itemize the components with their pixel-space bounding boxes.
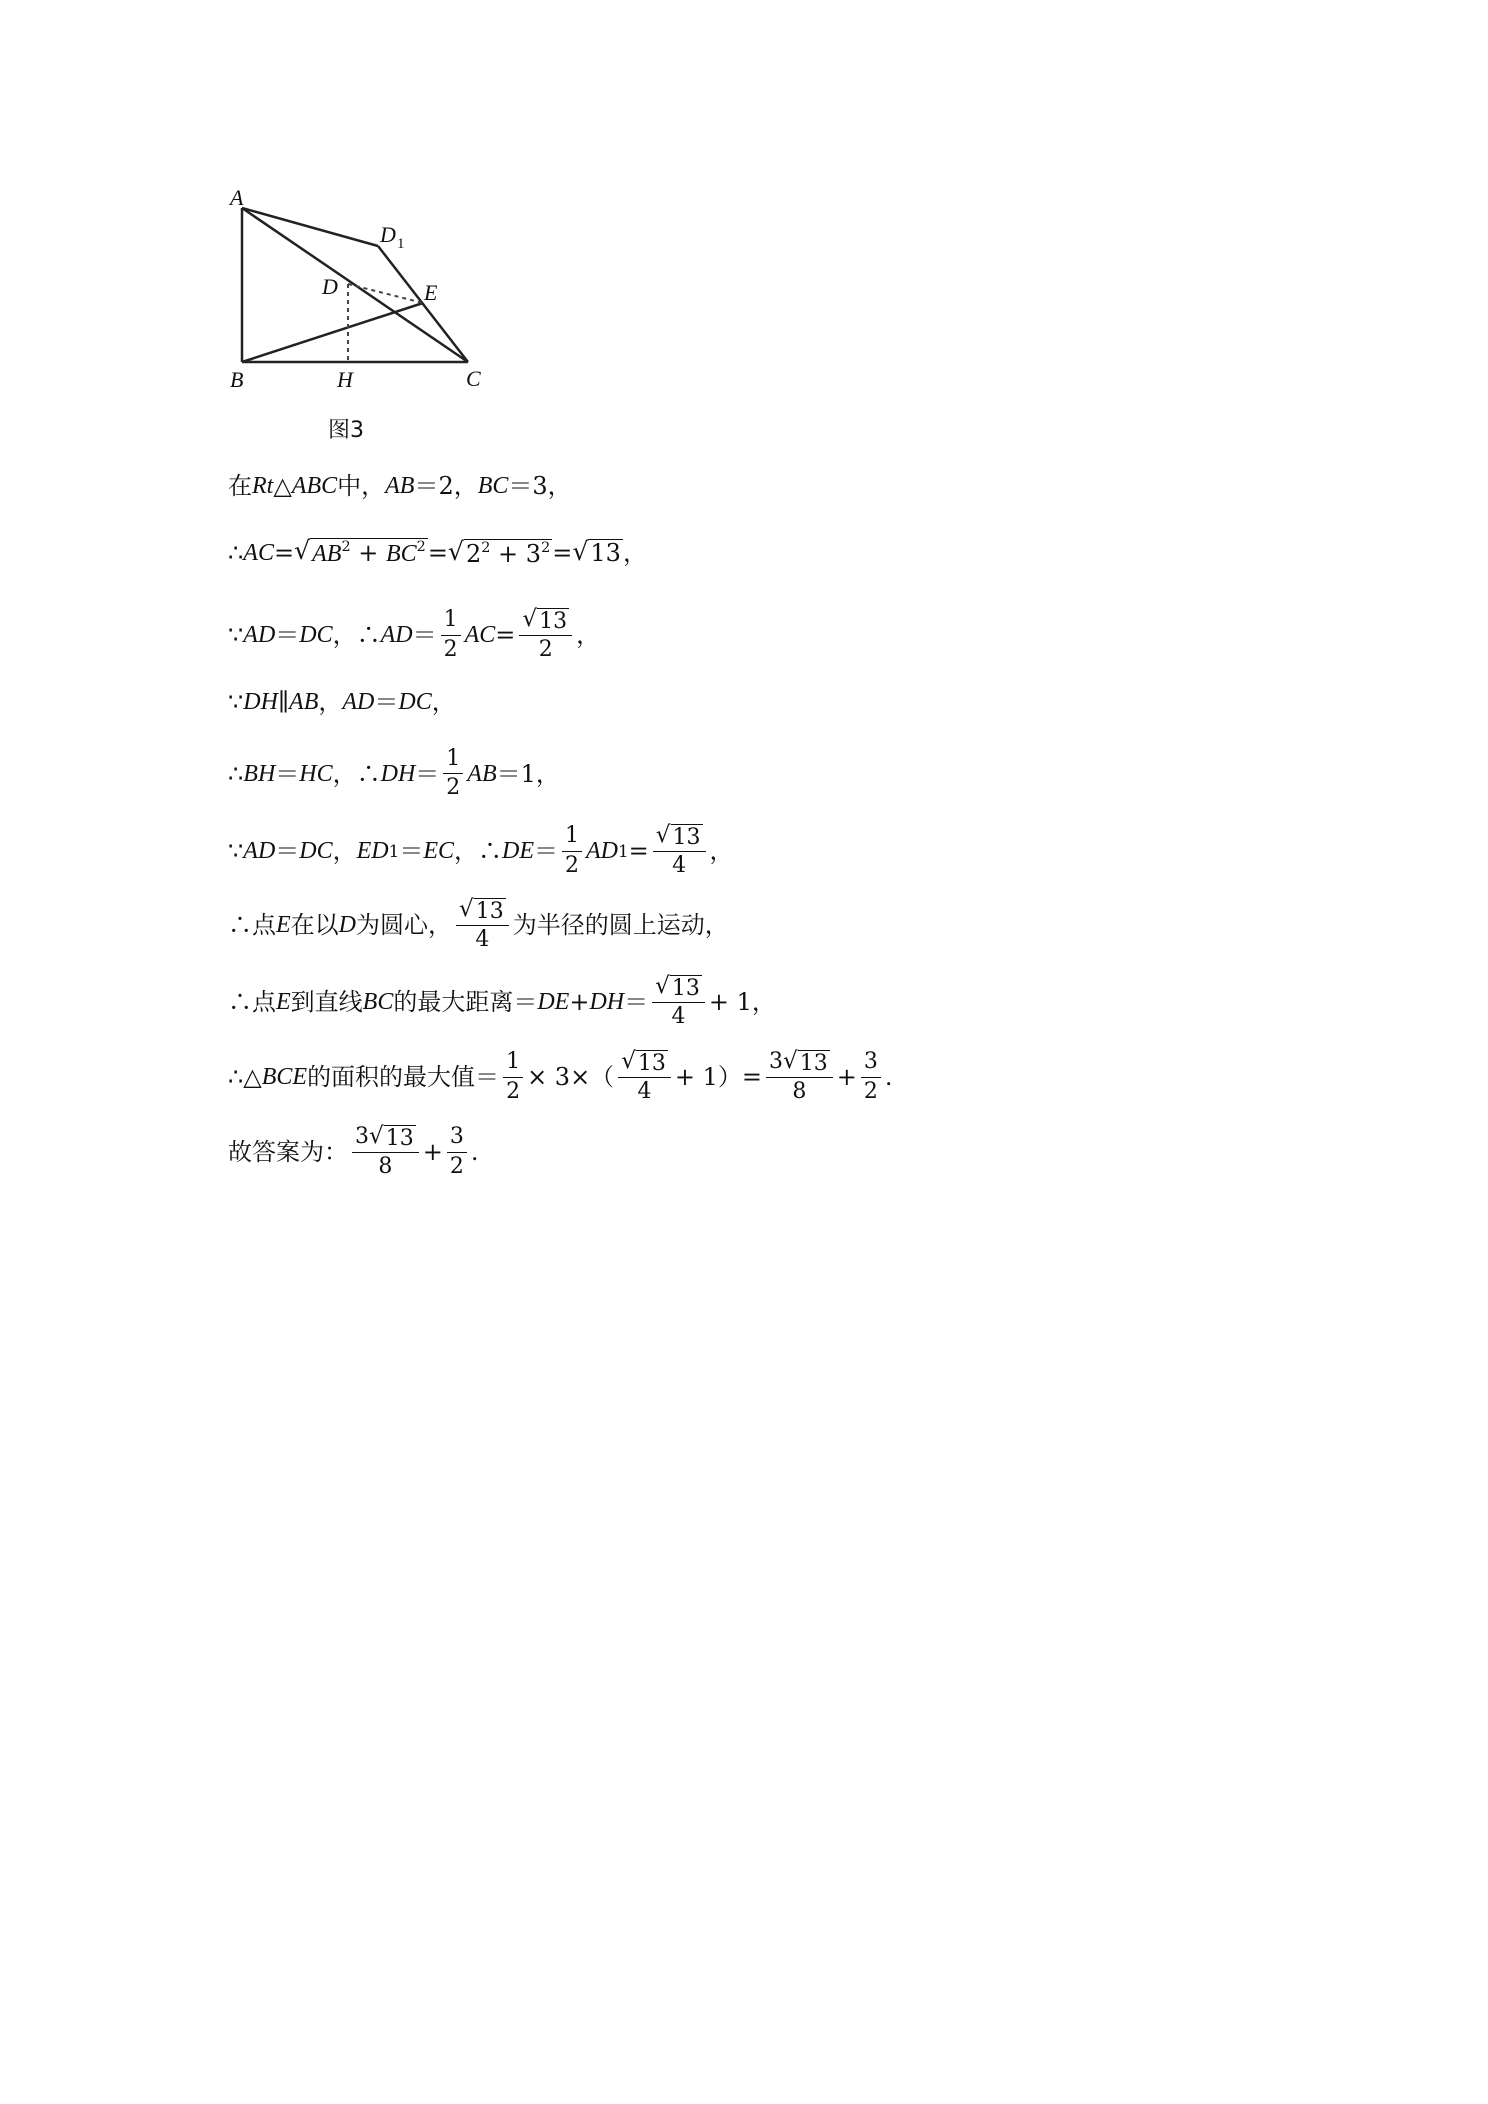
therefore-symbol: ∴△: [228, 1063, 262, 1092]
segment-de-dashed: [348, 284, 423, 303]
math-ad: AD: [243, 622, 276, 649]
text: ，∴: [332, 621, 381, 650]
radical-sign: √: [655, 973, 670, 999]
because-symbol: ∵: [228, 688, 244, 716]
radicand: 13: [590, 539, 621, 568]
text: .: [470, 1138, 479, 1167]
math-dh: DH: [589, 989, 625, 1016]
radical-sign: √: [522, 606, 538, 632]
math-bce: BCE: [261, 1064, 308, 1091]
math-dc: DC: [398, 689, 432, 715]
figure-caption: 图3: [328, 418, 364, 443]
denominator: 2: [449, 1153, 464, 1179]
radical-sign: √: [294, 536, 311, 565]
math-bc: BC: [362, 989, 394, 1016]
fraction: [441, 608, 461, 661]
text: 在以: [290, 911, 339, 940]
equals: ＝: [533, 837, 558, 866]
math-de: DE: [501, 838, 534, 865]
fraction: [456, 898, 509, 952]
number: + 3: [490, 539, 542, 568]
denominator: 4: [637, 1079, 652, 1105]
numerator: 1: [503, 1050, 523, 1077]
sqrt-expression: [522, 608, 569, 633]
numerator: 3: [447, 1125, 467, 1152]
sqrt-expression: [621, 1050, 668, 1075]
math-hc: HC: [299, 760, 333, 787]
equals: ＝: [412, 621, 437, 650]
radical-sign: √: [783, 1048, 798, 1074]
text: 的面积的最大值＝: [307, 1063, 500, 1092]
numerator: [519, 608, 572, 636]
text: ，∴: [453, 837, 502, 866]
math-bc: BC: [385, 541, 417, 568]
text: + 1，: [708, 988, 776, 1017]
plus: +: [422, 1138, 443, 1167]
equals: ＝: [374, 688, 399, 716]
numerator: [766, 1050, 833, 1078]
subscript: 1: [617, 840, 629, 861]
fraction: [519, 608, 572, 662]
equals: ＝: [275, 837, 300, 866]
subscript: 1: [388, 840, 400, 861]
equals: =: [552, 538, 573, 567]
text: × 3×（: [527, 1063, 615, 1092]
denominator: 2: [506, 1078, 521, 1104]
radicand: 13: [799, 1051, 828, 1076]
math-ab: AB: [467, 760, 497, 787]
plus: +: [836, 1063, 857, 1092]
text: 在: [228, 472, 252, 500]
geometry-figure: [222, 180, 522, 410]
math-e: E: [276, 912, 291, 939]
exponent: 2: [416, 539, 426, 555]
math-e: E: [276, 989, 291, 1016]
radical-sign: √: [655, 822, 671, 848]
math-d: D: [338, 912, 357, 939]
text: ，: [332, 837, 357, 866]
label-e: E: [424, 280, 438, 305]
radical-sign: √: [572, 537, 589, 567]
math-ec: EC: [423, 838, 454, 865]
solution-line-6: [228, 824, 734, 878]
label-d1-subscript: 1: [397, 236, 405, 252]
solution-line-9: [228, 1050, 893, 1104]
radicand: 13: [671, 976, 700, 1001]
radicand: 13: [475, 899, 504, 924]
radicand: 13: [672, 825, 701, 850]
text: 的最大距离＝: [393, 988, 538, 1017]
plus: +: [350, 539, 386, 568]
sqrt-expression: [294, 538, 428, 567]
fraction: [861, 1050, 881, 1103]
number: 2: [465, 539, 482, 568]
numerator: [652, 975, 705, 1003]
denominator: 2: [564, 852, 579, 878]
plus: +: [569, 988, 590, 1017]
radicand: [464, 539, 552, 567]
radicand: 13: [539, 609, 568, 634]
radical-sign: √: [621, 1048, 636, 1074]
denominator: 2: [863, 1078, 878, 1104]
triangle-symbol: △: [273, 472, 292, 500]
equals: =: [741, 1063, 763, 1092]
sqrt-expression: [655, 975, 702, 1000]
segment-be: [242, 303, 423, 362]
numerator: 1: [443, 747, 463, 774]
sqrt-expression: [572, 539, 623, 566]
text: ＝2，: [414, 472, 478, 500]
equals: ＝: [275, 759, 300, 788]
math-ad1: AD: [585, 838, 618, 865]
text: 为半径的圆上运动，: [512, 911, 729, 940]
denominator: 2: [443, 636, 458, 662]
denominator: 4: [671, 1004, 686, 1030]
denominator: 8: [378, 1154, 393, 1180]
text: ＝3，: [508, 472, 572, 500]
equals: =: [273, 538, 295, 567]
equals: ＝: [415, 759, 440, 788]
math-ac: AC: [464, 622, 496, 649]
equals: =: [628, 837, 649, 866]
radical-sign: √: [369, 1123, 384, 1149]
math-bc: BC: [477, 473, 509, 499]
math-dc: DC: [299, 838, 333, 865]
solution-line-10: [228, 1125, 478, 1179]
math-ad: AD: [342, 689, 375, 715]
text: 中，: [337, 472, 386, 500]
equals: =: [495, 621, 516, 650]
exponent: 2: [341, 539, 351, 555]
fraction: [352, 1125, 419, 1179]
because-symbol: ∵: [228, 621, 244, 650]
solution-line-5: [228, 747, 560, 800]
sqrt-expression: [369, 1125, 416, 1150]
numerator: 1: [562, 824, 582, 851]
denominator: 2: [446, 775, 461, 801]
coefficient: 3: [769, 1049, 784, 1074]
text: ，: [576, 621, 601, 650]
label-d1: D: [380, 222, 396, 247]
radicand: [310, 538, 428, 567]
fraction: [503, 1050, 523, 1103]
math-abc: ABC: [291, 473, 338, 499]
text: ∴点: [228, 988, 276, 1017]
numerator: [618, 1050, 671, 1078]
exponent: 2: [481, 539, 491, 556]
equals: ＝: [624, 988, 649, 1017]
math-dh: DH: [243, 689, 278, 715]
text: ，: [431, 688, 456, 716]
answer-label: 故答案为：: [228, 1138, 348, 1167]
denominator: 4: [672, 853, 687, 879]
sqrt-expression: [783, 1050, 830, 1075]
radical-sign: √: [459, 896, 474, 922]
math-bh: BH: [243, 760, 276, 787]
because-symbol: ∵: [228, 837, 244, 866]
fraction: [766, 1050, 833, 1104]
text: ，: [709, 837, 734, 866]
therefore-symbol: ∴: [228, 759, 244, 788]
text: 到直线: [290, 988, 363, 1017]
text: ∴点: [228, 911, 276, 940]
exponent: 2: [541, 539, 551, 556]
label-d: D: [322, 274, 338, 299]
solution-line-4: [228, 690, 456, 714]
text: + 1）: [674, 1063, 742, 1092]
label-a: A: [230, 185, 244, 210]
coefficient: 3: [355, 1124, 369, 1149]
math-ed1: ED: [356, 838, 389, 865]
solution-line-8: [228, 975, 776, 1029]
text: ，: [318, 688, 343, 716]
math-ab: AB: [312, 541, 342, 568]
figure-svg: [222, 180, 522, 410]
math-ac: AC: [243, 539, 274, 566]
denominator: 4: [475, 927, 490, 953]
math-ad: AD: [380, 622, 413, 649]
numerator: [653, 824, 706, 852]
equals: ＝: [399, 837, 424, 866]
text: 为圆心，: [356, 911, 453, 940]
solution-line-2: [228, 538, 647, 567]
therefore-symbol: ∴: [228, 538, 244, 567]
label-b: B: [230, 367, 244, 392]
fraction: [652, 975, 705, 1029]
label-c: C: [466, 366, 481, 391]
math-ab: AB: [385, 473, 415, 499]
math-ab: AB: [289, 689, 319, 715]
fraction: [562, 824, 582, 877]
sqrt-expression: [459, 898, 506, 923]
denominator: 8: [792, 1079, 807, 1105]
math-rt: Rt: [252, 473, 274, 499]
fraction: [447, 1125, 467, 1178]
math-ad: AD: [243, 838, 276, 865]
denominator: 2: [538, 637, 553, 663]
numerator: [456, 898, 509, 926]
fraction: [618, 1050, 671, 1104]
math-dc: DC: [299, 622, 333, 649]
radical-sign: √: [447, 536, 464, 566]
numerator: 3: [861, 1050, 881, 1077]
sqrt-expression: [447, 536, 552, 568]
text: ，: [622, 538, 647, 567]
solution-line-3: [228, 608, 600, 662]
parallel-symbol: ∥: [277, 688, 290, 716]
text: .: [884, 1063, 893, 1092]
label-h: H: [337, 367, 353, 392]
equals: =: [427, 538, 448, 567]
math-dh: DH: [380, 760, 416, 787]
numerator: [352, 1125, 419, 1153]
solution-line-1: [228, 474, 572, 498]
math-de: DE: [537, 989, 570, 1016]
fraction: [443, 747, 463, 800]
text: ，∴: [332, 759, 381, 788]
radicand: 13: [385, 1126, 414, 1151]
equals: ＝: [275, 621, 300, 650]
solution-line-7: [228, 898, 729, 952]
segment-ad1: [242, 208, 378, 246]
fraction: [653, 824, 706, 878]
radicand: 13: [637, 1051, 666, 1076]
text: ＝1，: [496, 759, 560, 788]
sqrt-expression: [656, 824, 703, 849]
numerator: 1: [441, 608, 461, 635]
